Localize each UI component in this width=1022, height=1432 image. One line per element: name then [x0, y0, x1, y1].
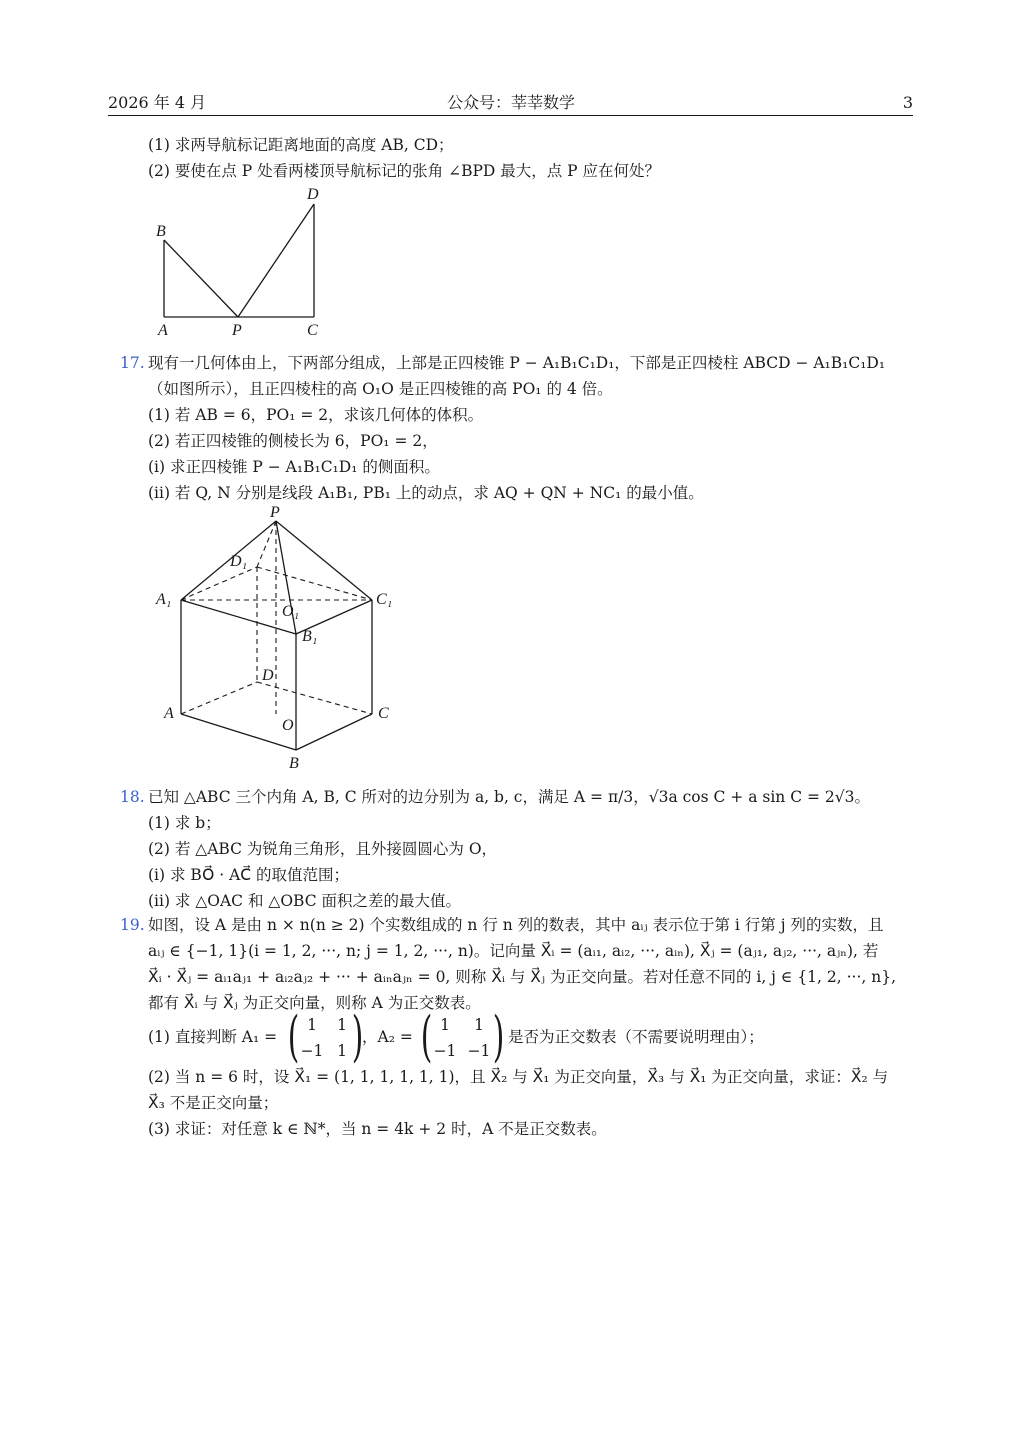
q16-label-b: B [156, 223, 166, 240]
header-date: 2026 年 4 月 [108, 93, 207, 112]
matrix-a1-cell: −1 [300, 1042, 324, 1060]
q19-line1: 如图，设 A 是由 n × n(n ≥ 2) 个实数组成的 n 行 n 列的数表，其中 aᵢⱼ 表示位于第 i 行第 j 列的实数，且 [148, 916, 884, 934]
matrix-a1-cell: 1 [337, 1016, 347, 1034]
matrix-a1-cell: 1 [307, 1016, 317, 1034]
q17-label-c1: C₁ [376, 591, 393, 608]
q16-part2: (2) 要使在点 P 处看两楼顶导航标记的张角 ∠BPD 最大，点 P 应在何处？ [148, 162, 661, 180]
q18-part2ii: (ii) 求 △OAC 和 △OBC 面积之差的最大值。 [148, 892, 461, 910]
q19-matrix-a1 [287, 1005, 364, 1068]
q17-label-a: A [164, 705, 174, 722]
q18-part2i: (i) 求 BO⃗ · AC⃗ 的取值范围； [148, 866, 350, 884]
q16-pd-line [238, 204, 314, 317]
q17-part2ii: (ii) 若 Q, N 分别是线段 A₁B₁, PB₁ 上的动点，求 AQ + QN + NC₁ 的最小值。 [148, 484, 704, 502]
matrix-a2-cell: 1 [440, 1016, 450, 1034]
matrix-a2-left-bracket: ( [420, 1005, 433, 1068]
q17-number: 17. [120, 354, 145, 372]
q16-bp-line [164, 240, 238, 317]
q19-part1-prefix: (1) 直接判断 A₁ = [148, 1028, 278, 1046]
q18-part2: (2) 若 △ABC 为锐角三角形，且外接圆圆心为 O， [148, 840, 498, 858]
q17-label-o: O [282, 717, 294, 734]
q19-part3: (3) 求证：对任意 k ∈ ℕ*，当 n = 4k + 2 时，A 不是正交数表。 [148, 1120, 607, 1138]
q17-figure [150, 502, 410, 774]
q16-label-d: D [307, 186, 319, 203]
q17-label-o1: O₁ [282, 603, 300, 620]
q16-part1: (1) 求两导航标记距离地面的高度 AB, CD； [148, 136, 454, 154]
q19-line3: X⃗ᵢ · X⃗ⱼ = aᵢ₁aⱼ₁ + aᵢ₂aⱼ₂ + ··· + aᵢₙaⱼₙ = 0, 则称 X⃗ᵢ 与 X⃗ⱼ 为正交向量。若对任意不同的 i, j ∈ {1, 2, ···, n}, [148, 968, 897, 986]
q16-label-p: P [232, 322, 242, 339]
q19-line2: aᵢⱼ ∈ {−1, 1}(i = 1, 2, ···, n; j = 1, 2, ···, n)。记向量 X⃗ᵢ = (aᵢ₁, aᵢ₂, ···, aᵢₙ), X⃗ⱼ = (aⱼ₁, aⱼ₂, ···, aⱼₙ), 若 [148, 942, 879, 960]
q19-part1-suffix: 是否为正交数表（不需要说明理由）； [508, 1028, 764, 1046]
matrix-a2-right-bracket: ) [492, 1005, 505, 1068]
q17-part1: (1) 若 AB = 6，PO₁ = 2，求该几何体的体积。 [148, 406, 484, 424]
q17-part2: (2) 若正四棱锥的侧棱长为 6，PO₁ = 2， [148, 432, 438, 450]
q19-line4: 都有 X⃗ᵢ 与 X⃗ⱼ 为正交向量，则称 A 为正交数表。 [148, 994, 481, 1012]
q17-label-b: B [289, 755, 299, 772]
q19-part2-line2: X⃗₃ 不是正交向量； [148, 1094, 279, 1112]
matrix-a1-cell: 1 [337, 1042, 347, 1060]
q19-part1-mid: ，A₂ = [362, 1028, 413, 1046]
q17-label-a1: A₁ [156, 591, 172, 608]
matrix-a2-cell: 1 [474, 1016, 484, 1034]
q17-label-b1: B₁ [302, 628, 318, 645]
q19-number: 19. [120, 916, 145, 934]
matrix-a1-left-bracket: ( [287, 1005, 300, 1068]
q17-label-p: P [270, 504, 280, 521]
matrix-a2-cell: −1 [467, 1042, 491, 1060]
q18-line1: 已知 △ABC 三个内角 A, B, C 所对的边分别为 a, b, c，满足 A = π/3，√3a cos C + a sin C = 2√3。 [148, 788, 871, 806]
q18-number: 18. [120, 788, 145, 806]
q19-matrix-a2 [420, 1005, 505, 1068]
q17-line2: （如图所示），且正四棱柱的高 O₁O 是正四棱锥的高 PO₁ 的 4 倍。 [148, 380, 613, 398]
matrix-a1-right-bracket: ) [351, 1005, 364, 1068]
q17-label-c: C [378, 705, 389, 722]
q16-label-c: C [307, 322, 318, 339]
header-rule [108, 115, 913, 116]
q17-line1: 现有一几何体由上，下两部分组成，上部是正四棱锥 P − A₁B₁C₁D₁，下部是正四棱柱 ABCD − A₁B₁C₁D₁ [148, 354, 886, 372]
q16-figure [150, 182, 340, 342]
matrix-a2-cell: −1 [433, 1042, 457, 1060]
q17-label-d1: D₁ [230, 553, 248, 570]
q19-part2-line1: (2) 当 n = 6 时，设 X⃗₁ = (1, 1, 1, 1, 1, 1)，且 X⃗₂ 与 X⃗₁ 为正交向量，X⃗₃ 与 X⃗₁ 为正交向量，求证：X⃗₂ 与 [148, 1068, 889, 1086]
q17-label-d: D [262, 667, 274, 684]
header-account: 公众号：莘莘数学 [446, 93, 575, 112]
header-page-number: 3 [902, 93, 913, 112]
q18-part1: (1) 求 b； [148, 814, 221, 832]
q16-label-a: A [158, 322, 168, 339]
q17-part2i: (i) 求正四棱锥 P − A₁B₁C₁D₁ 的侧面积。 [148, 458, 440, 476]
